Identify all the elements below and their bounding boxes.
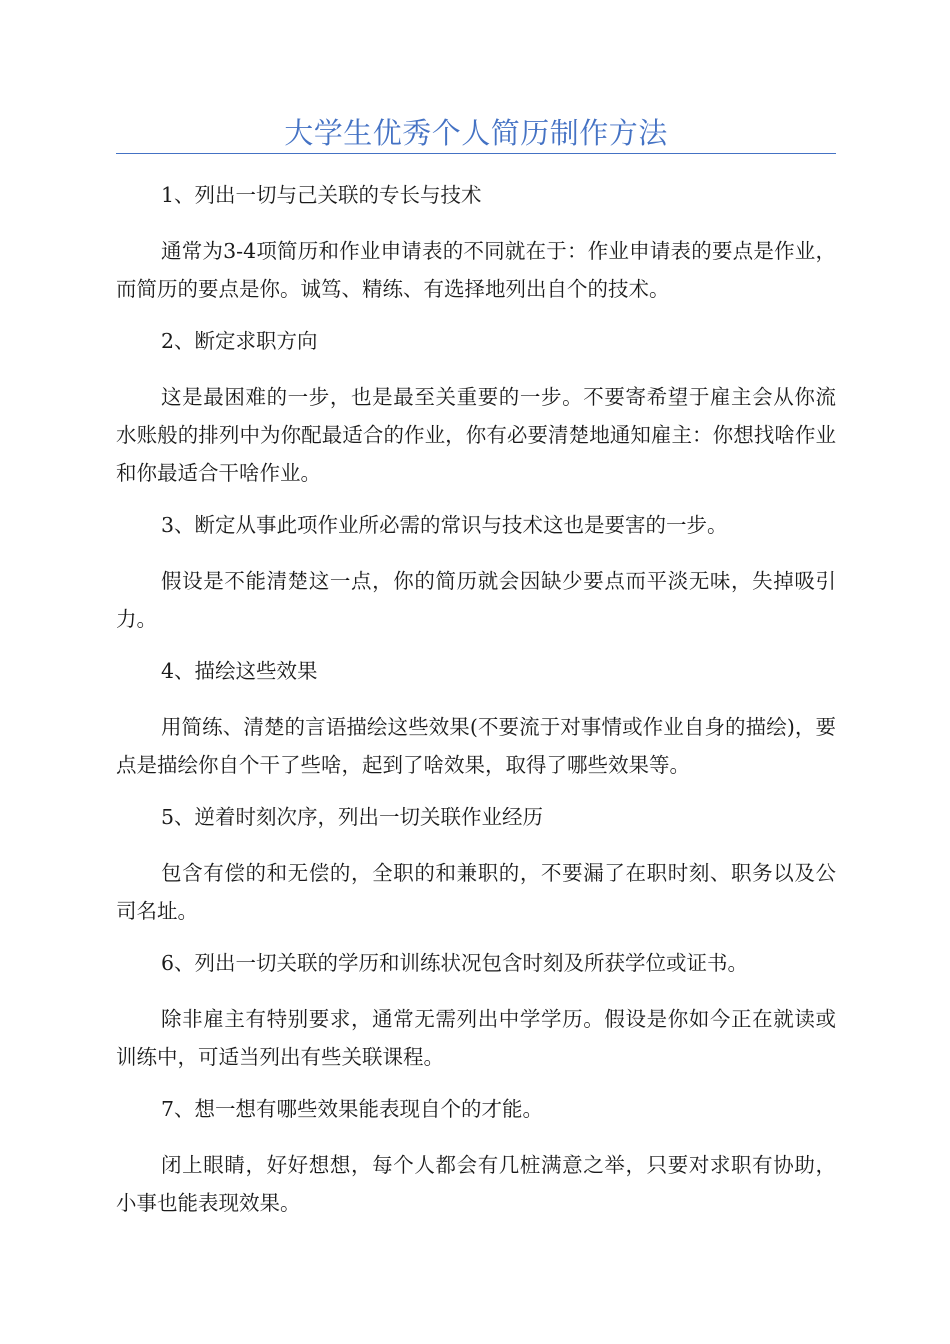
body-paragraph-6: 除非雇主有特别要求，通常无需列出中学学历。假设是你如今正在就读或训练中，可适当列出有些关联课程。	[116, 1007, 836, 1069]
body-paragraph-1: 通常为3-4项简历和作业申请表的不同就在于：作业申请表的要点是作业，而简历的要点是你。诚笃、精练、有选择地列出自个的技术。	[116, 239, 836, 301]
document-title: 大学生优秀个人简历制作方法	[284, 116, 668, 150]
body-paragraph-3: 假设是不能清楚这一点，你的简历就会因缺少要点而平淡无味，失掉吸引力。	[116, 569, 836, 631]
section-heading-5: 5、逆着时刻次序，列出一切关联作业经历	[161, 805, 544, 829]
section-heading-4: 4、描绘这些效果	[161, 659, 318, 683]
body-paragraph-7: 闭上眼睛，好好想想，每个人都会有几桩满意之举，只要对求职有协助，小事也能表现效果。	[116, 1153, 836, 1215]
document-body	[116, 176, 836, 1222]
section-heading-7: 7、想一想有哪些效果能表现自个的才能。	[161, 1097, 544, 1121]
document-page	[116, 0, 836, 1236]
section-heading-2: 2、断定求职方向	[161, 329, 318, 353]
body-paragraph-5: 包含有偿的和无偿的，全职的和兼职的，不要漏了在职时刻、职务以及公司名址。	[116, 861, 836, 923]
section-heading-1: 1、列出一切与己关联的专长与技术	[161, 183, 482, 207]
title-underline	[116, 153, 836, 154]
body-paragraph-2: 这是最困难的一步，也是最至关重要的一步。不要寄希望于雇主会从你流水账般的排列中为你配最适合的作业，你有必要清楚地通知雇主：你想找啥作业和你最适合干啥作业。	[116, 385, 836, 485]
section-heading-6: 6、列出一切关联的学历和训练状况包含时刻及所获学位或证书。	[161, 951, 749, 975]
section-heading-3: 3、断定从事此项作业所必需的常识与技术这也是要害的一步。	[161, 513, 728, 537]
body-paragraph-4: 用简练、清楚的言语描绘这些效果(不要流于对事情或作业自身的描绘)，要点是描绘你自个干了些啥，起到了啥效果，取得了哪些效果等。	[116, 715, 836, 777]
